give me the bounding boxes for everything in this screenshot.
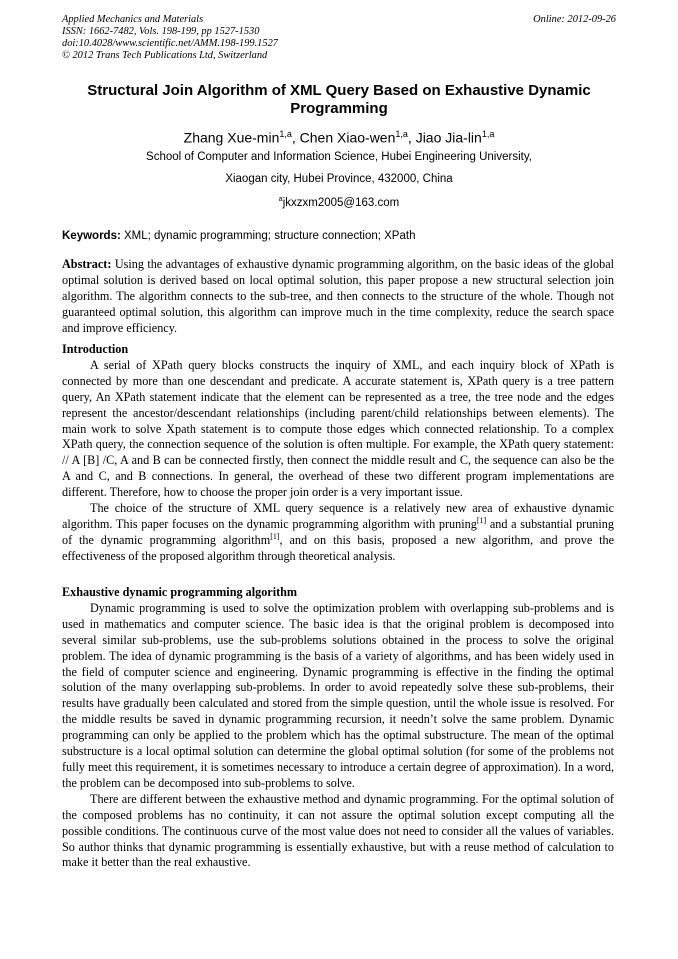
paragraph-text: and a substantial pruning of the dynamic programming algorithm xyxy=(62,516,614,547)
exhaustive-dp-heading: Exhaustive dynamic programming algorithm xyxy=(62,585,298,599)
introduction-heading: Introduction xyxy=(62,342,129,356)
citation-ref: [1] xyxy=(270,531,280,541)
abstract xyxy=(62,257,614,337)
email-mark: a xyxy=(278,196,283,203)
keywords-text: XML; dynamic programming; structure connection; XPath xyxy=(124,230,416,242)
author-name: Chen Xiao-wen xyxy=(299,129,396,146)
keywords xyxy=(62,229,616,243)
journal-name: Applied Mechanics and Materials xyxy=(62,14,204,25)
abstract-text: Using the advantages of exhaustive dynamic programming algorithm, on the basic ideas of the global optimal solution is derived based on local optimal solution, this paper propose a new structural selection join algorithm. The algorithm connects to the sub-tree, and then connects to the structure of the whole. Though not guaranteed optimal solution, this algorithm can improve much in the time complexity, reduce the search space and improve efficiency. xyxy=(62,257,615,335)
exhaustive-dp-section xyxy=(62,585,614,871)
keywords-label: Keywords: xyxy=(62,230,121,242)
copyright-line: © 2012 Trans Tech Publications Ltd, Switzerland xyxy=(62,50,268,61)
author-affiliation-mark: 1,a xyxy=(395,129,408,139)
abstract-label: Abstract: xyxy=(62,257,112,271)
author-affiliation-mark: 1,a xyxy=(481,129,495,139)
introduction-paragraph-1: A serial of XPath query blocks constructs the inquiry of XML, and each inquiry block of XPath is connected by more than one descendant and predicate. A accurate statement is, XPath query is a tree pattern query, An XPath statement indicate that the element can be represented as a tree, the tree node and the edges represent the ancestor/descendant relationships (including parent/child relationships between elements). The main work to solve Xpath statement is to compute those edges which connected relationship. To a complex XPath query, the connection sequence of the solution is often multiple. For example, the XPath query statement: // A [B] /C, A and B can be connected firstly, then connect the middle result and C, the sequence can also be the A and C, and B connections. In general, the overhead of these two different program implementations are different. Therefore, how to choose the proper join order is a very important issue. xyxy=(62,357,614,500)
online-date: Online: 2012-09-26 xyxy=(533,14,616,25)
author-email xyxy=(62,193,616,210)
email-address: jkxzxm2005@163.com xyxy=(282,196,400,209)
affiliation-line-1: School of Computer and Information Science, Hubei Engineering University, xyxy=(146,151,532,163)
author-separator: , xyxy=(291,129,300,146)
author-separator: , xyxy=(407,129,416,146)
paragraph-text: The choice of the structure of XML query sequence is a relatively new area of exhaustive dynamic algorithm. This paper focuses on the dynamic programming algorithm with pruning xyxy=(62,501,614,531)
author-affiliation-mark: 1,a xyxy=(279,129,292,139)
paper-title: Structural Join Algorithm of XML Query Based on Exhaustive Dynamic Programming xyxy=(87,82,591,117)
author-name: Zhang Xue-min xyxy=(183,129,280,146)
doi-line: doi:10.4028/www.scientific.net/AMM.198-199.1527 xyxy=(62,38,278,49)
exhaustive-dp-paragraph-2: There are different between the exhaustive method and dynamic programming. For the optimal solution of the composed problems has no continuity, it can not assure the optimal solution except computing all the possible conditions. The continuous curve of the most value does not need to consider all the values of variables. So author thinks that dynamic programming is essentially exhaustive, but with a reuse method of calculation to make it better than the real exhaustive. xyxy=(62,791,614,870)
introduction-paragraph-2 xyxy=(62,501,614,565)
issn-line: ISSN: 1662-7482, Vols. 198-199, pp 1527-1530 xyxy=(62,26,260,37)
citation-ref: [1] xyxy=(476,515,487,525)
journal-header xyxy=(62,14,616,62)
author-list xyxy=(62,126,616,146)
affiliation-line-2: Xiaogan city, Hubei Province, 432000, China xyxy=(225,173,453,185)
author-name: Jiao Jia-lin xyxy=(415,129,482,146)
paragraph-text: , and on this basis, proposed a new algorithm, and prove the effectiveness of the proposed algorithm through theoretical analysis. xyxy=(62,532,614,563)
exhaustive-dp-paragraph-1: Dynamic programming is used to solve the optimization problem with overlapping sub-problems and is used in mathematics and computer science. The basic idea is that the original problem is decomposed into several similar sub-problems, use the sub-problems solutions obtained in the process to solve the original problem. The idea of dynamic programming is the basis of a variety of algorithms, and has been widely used in the field of computer science and engineering. Dynamic programming is effective in the finding the optimal solution of the many overlapping sub-problems. In order to avoid repeatedly solve these sub-problems, their results have gradually been calculated and stored from the simple question, until the whole issue is resolved. For the middle results be saved in dynamic programming recursion, it needn’t solve the same problem. Dynamic programming can only be applied to the problem which has the optimal substructure. The mean of the optimal substructure is a local optimal solution can determine the global optimal solution (for some of the problems not fully meet this requirement, it is sometimes necessary to introduce a certain degree of approximation). In a word, the problem can be decomposed into sub-problems to solve. xyxy=(62,600,614,790)
introduction-section xyxy=(62,342,614,565)
